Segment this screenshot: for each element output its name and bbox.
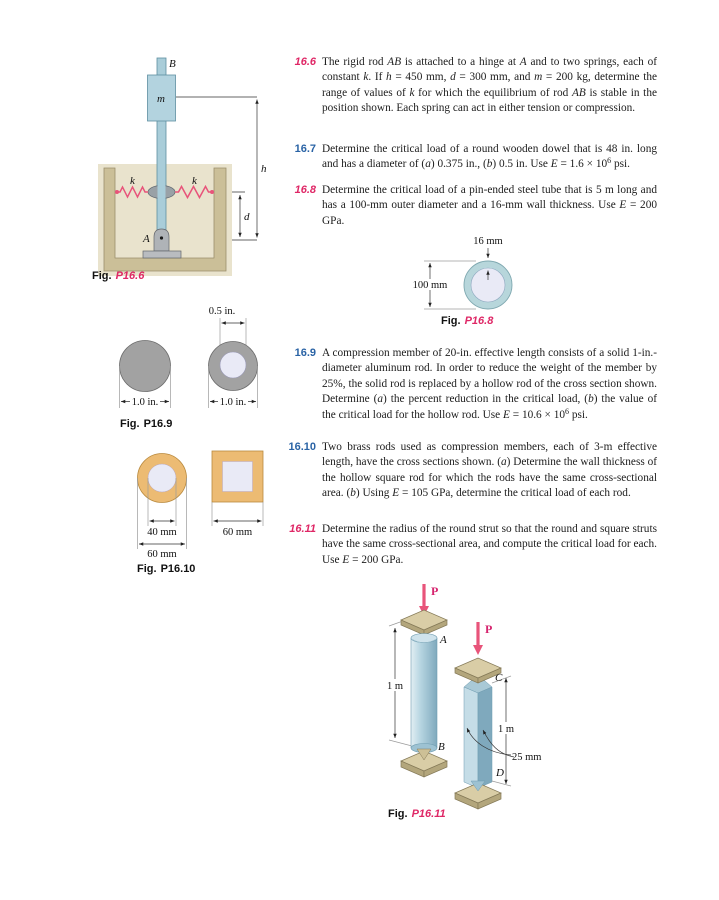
load-label-right: P [485, 622, 493, 636]
problem-number: 16.6 [294, 56, 316, 68]
dim-40-mm: 40 mm [147, 527, 177, 538]
fig-p16-9-diagram [105, 300, 285, 425]
problem-16-6 [285, 55, 657, 117]
problem-16-7 [285, 142, 657, 173]
dim-1-0-in-left: 1.0 in. [131, 397, 159, 408]
load-label-left: P [431, 584, 439, 598]
label-B: B [169, 58, 176, 70]
label-D: D [496, 767, 504, 779]
dim-60-mm-square: 60 mm [222, 527, 253, 538]
caption-fig-word: Fig. [120, 418, 140, 430]
fig-p16-8-diagram [408, 232, 553, 322]
pin-A [160, 236, 163, 239]
figure-caption-p16-6 [92, 270, 144, 282]
dim-1-m-right: 1 m [497, 724, 515, 735]
caption-fig-number: P16.8 [464, 315, 494, 327]
dim-25-mm: 25 mm [512, 752, 542, 763]
figure-caption-p16-9 [120, 418, 172, 430]
label-A: A [440, 634, 447, 646]
problem-16-10 [285, 440, 657, 502]
label-d: d [244, 211, 250, 223]
label-k-right: k [192, 175, 197, 187]
dim-16-mm: 16 mm [473, 236, 503, 247]
problem-number: 16.9 [294, 347, 316, 359]
figure-caption-p16-11 [388, 808, 446, 820]
problem-number: 16.11 [289, 523, 316, 535]
spring-collar [148, 185, 175, 199]
dim-1-0-in-right: 1.0 in. [219, 397, 247, 408]
caption-fig-number: P16.6 [115, 270, 145, 282]
problem-text: Two brass rods used as compression members, each of 3-m effective length, have the cross sections shown. (a) Determine the wall thickness of the hollow square rod for which the rods have the same cross-sectional area. (b) Using E = 105 GPa, determine the critical load of each rod. [322, 441, 657, 500]
caption-fig-word: Fig. [137, 563, 157, 575]
problem-16-9 [285, 346, 657, 423]
solid-rod-section [120, 341, 171, 392]
problem-number: 16.8 [294, 184, 316, 196]
dim-60-mm-circle: 60 mm [147, 549, 177, 560]
label-C: C [495, 672, 503, 684]
dim-0-5-in: 0.5 in. [208, 306, 236, 317]
problem-16-8 [285, 183, 657, 229]
label-h: h [261, 163, 267, 175]
fig-p16-10-diagram [110, 447, 290, 565]
label-m: m [157, 93, 165, 105]
fig-p16-6-diagram [85, 45, 275, 290]
caption-fig-number: P16.10 [160, 563, 196, 575]
problem-16-11 [285, 522, 657, 568]
fig-p16-11-diagram [378, 580, 588, 815]
label-A: A [143, 233, 150, 245]
square-strut [455, 622, 518, 809]
load-arrow-right [473, 645, 483, 655]
problem-number: 16.10 [288, 441, 316, 453]
column-right-face [478, 687, 492, 788]
problem-number: 16.7 [294, 143, 316, 155]
label-k-left: k [130, 175, 135, 187]
brass-tube-bore [148, 464, 176, 492]
caption-fig-word: Fig. [92, 270, 112, 282]
dim-1-m-left: 1 m [386, 681, 404, 692]
label-B: B [438, 741, 445, 753]
column-left-face [464, 687, 478, 788]
caption-fig-number: P16.11 [411, 808, 446, 820]
problem-text: Determine the critical load of a pin-ended steel tube that is 5 m long and has a 100-mm outer diameter and a 16-mm wall thickness. Use E = 200 GPa. [322, 184, 658, 227]
problem-text: The rigid rod AB is attached to a hinge at A and to two springs, each of constant k. If h = 450 mm, d = 300 mm, and m = 200 kg, determine the range of values of k for which the equilibrium of rod AB is stable in the position shown. Each spring can act in either tension or compression. [322, 56, 658, 115]
caption-fig-word: Fig. [441, 315, 461, 327]
hollow-rod-bore [220, 352, 246, 378]
problem-text: Determine the radius of the round strut so that the round and square struts have the same cross-sectional area, and compute the critical load for each. Use E = 200 GPa. [322, 523, 657, 566]
figure-caption-p16-8 [441, 315, 493, 327]
caption-fig-word: Fig. [388, 808, 408, 820]
figure-caption-p16-10 [137, 563, 195, 575]
problem-text: A compression member of 20-in. effective length consists of a solid 1-in.-diameter aluminum rod. In order to reduce the weight of the member by 25%, the solid rod is replaced by a hollow rod of the cross section shown. Determine (a) the percent reduction in the critical load, (b) the value of the critical load for the hollow rod. Use $E = 10.6 \times 10^6$ psi. [322, 347, 657, 421]
caption-fig-number: P16.9 [143, 418, 173, 430]
problem-text: Determine the critical load of a round wooden dowel that is 48 in. long and has a diameter of (a) 0.375 in., (b) 0.5 in. Use $E = 1.6 \times 10^6$ psi. [322, 143, 657, 171]
cylinder-body [411, 638, 437, 748]
dim-100-mm: 100 mm [412, 280, 448, 291]
brass-square-bore [223, 462, 253, 492]
